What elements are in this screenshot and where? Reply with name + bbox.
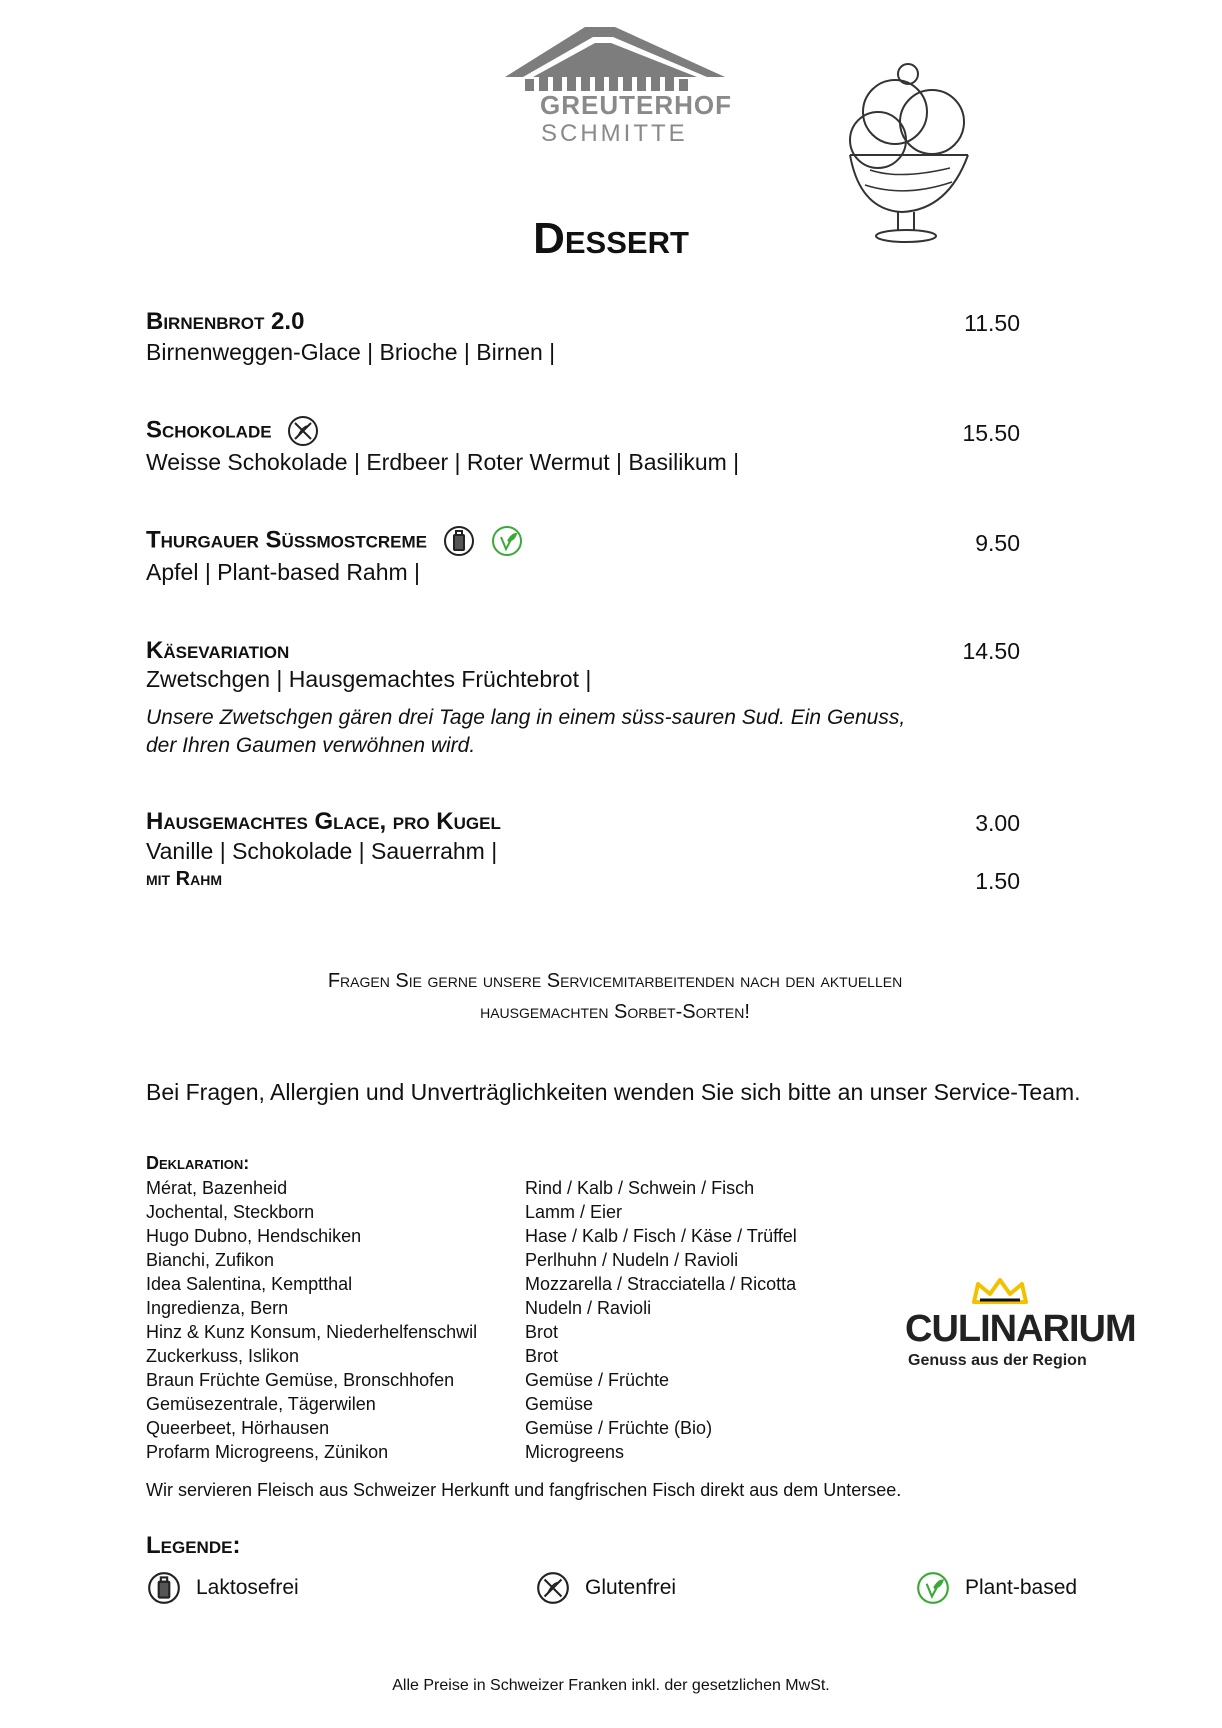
dessert-price-glace: 3.00 [975, 810, 1020, 836]
supplier: Ingredienza, Bern [146, 1298, 289, 1318]
dessert-desc-birnenbrot: Birnenweggen-Glace | Brioche | Birnen | [146, 339, 556, 365]
gluten-free-icon [535, 1570, 571, 1606]
page-title: Dessert [533, 214, 689, 263]
supplier: Hugo Dubno, Hendschiken [146, 1226, 362, 1246]
supplier: Braun Früchte Gemüse, Bronschhofen [146, 1370, 455, 1390]
product: Mozzarella / Stracciatella / Ricotta [525, 1274, 797, 1294]
dessert-name-schokolade-label: Schokolade [146, 416, 272, 444]
dessert-desc-suessmostcreme: Apfel | Plant-based Rahm | [146, 559, 421, 585]
allergy-contact-text: Bei Fragen, Allergien und Unverträglichkeiten wenden Sie sich bitte an unser Service-Team. [146, 1079, 1081, 1105]
legend-gluten-free-label: Glutenfrei [585, 1576, 677, 1599]
legend-plant-based-label: Plant-based [965, 1576, 1078, 1599]
culinarium-crown-icon [970, 1278, 1030, 1308]
dessert-desc-kaesevariation: Zwetschgen | Hausgemachtes Früchtebrot | [146, 666, 592, 692]
product: Nudeln / Ravioli [525, 1298, 652, 1318]
dessert-name-suessmostcreme-label: Thurgauer Süssmostcreme [146, 526, 428, 554]
dessert-note-kaesevariation [146, 704, 916, 760]
product: Brot [525, 1346, 559, 1366]
dessert-name-birnenbrot: Birnenbrot 2.0 [146, 308, 305, 335]
declaration-title: Deklaration: [146, 1153, 250, 1173]
dessert-extra-rahm-price: 1.50 [975, 868, 1020, 894]
dessert-price-schokolade: 15.50 [962, 420, 1020, 446]
supplier: Mérat, Bazenheid [146, 1178, 288, 1198]
dessert-name-kaesevariation: Käsevariation [146, 637, 290, 664]
plant-based-icon [915, 1570, 951, 1606]
supplier: Jochental, Steckborn [146, 1202, 315, 1222]
product: Brot [525, 1322, 559, 1342]
price-footer: Alle Preise in Schweizer Franken inkl. der gesetzlichen MwSt. [392, 1677, 830, 1694]
sorbet-notice [200, 966, 1030, 1028]
dessert-name-glace: Hausgemachtes Glace, pro Kugel [146, 808, 501, 835]
logo-line-1: GREUTERHOF [540, 90, 732, 120]
dessert-note-line-1: Unsere Zwetschgen gären drei Tage lang in einem süss-sauren Sud. Ein Genuss, [146, 706, 906, 729]
product: Lamm / Eier [525, 1202, 623, 1222]
lactose-free-icon [442, 524, 476, 558]
dessert-name-suessmostcreme [146, 524, 524, 558]
product: Gemüse / Früchte [525, 1370, 670, 1390]
product: Gemüse [525, 1394, 594, 1414]
product: Gemüse / Früchte (Bio) [525, 1418, 713, 1438]
lactose-free-icon [146, 1570, 182, 1606]
dessert-desc-schokolade: Weisse Schokolade | Erdbeer | Roter Wermut | Basilikum | [146, 449, 740, 475]
gluten-free-icon [286, 414, 320, 448]
product: Perlhuhn / Nudeln / Ravioli [525, 1250, 739, 1270]
dessert-extra-rahm: mit Rahm [146, 868, 222, 890]
sorbet-notice-line-2: hausgemachten Sorbet-Sorten! [480, 1001, 750, 1023]
dessert-name-schokolade [146, 414, 320, 448]
declaration-suppliers [146, 1176, 477, 1464]
product: Microgreens [525, 1442, 625, 1462]
legend-lactose-free-label: Laktosefrei [196, 1576, 299, 1599]
legend-title: Legende: [146, 1532, 241, 1559]
supplier: Gemüsezentrale, Tägerwilen [146, 1394, 376, 1414]
supplier: Profarm Microgreens, Zünikon [146, 1442, 389, 1462]
culinarium-tagline: Genuss aus der Region [908, 1352, 1087, 1369]
dessert-price-birnenbrot: 11.50 [964, 310, 1020, 336]
supplier: Bianchi, Zufikon [146, 1250, 275, 1270]
dessert-price-kaesevariation: 14.50 [962, 638, 1020, 664]
dessert-desc-glace: Vanille | Schokolade | Sauerrahm | [146, 838, 498, 864]
dessert-note-line-2: der Ihren Gaumen verwöhnen wird. [146, 734, 476, 757]
supplier: Zuckerkuss, Islikon [146, 1346, 300, 1366]
legend-plant-based [915, 1570, 1077, 1606]
legend-lactose-free [146, 1570, 299, 1606]
supplier: Idea Salentina, Kemptthal [146, 1274, 353, 1294]
origin-statement: Wir servieren Fleisch aus Schweizer Herkunft und fangfrischen Fisch direkt aus dem Untersee. [146, 1480, 902, 1500]
dessert-price-suessmostcreme: 9.50 [975, 530, 1020, 556]
logo-line-2: SCHMITTE [541, 120, 688, 147]
supplier: Queerbeet, Hörhausen [146, 1418, 330, 1438]
plant-based-icon [490, 524, 524, 558]
product: Hase / Kalb / Fisch / Käse / Trüffel [525, 1226, 797, 1246]
legend-gluten-free [535, 1570, 676, 1606]
declaration-products [525, 1176, 797, 1464]
sorbet-notice-line-1: Fragen Sie gerne unsere Servicemitarbeitenden nach den aktuellen [327, 970, 903, 992]
culinarium-logo-text: CULINARIUM [905, 1308, 1136, 1350]
supplier: Hinz & Kunz Konsum, Niederhelfenschwil [146, 1322, 478, 1342]
product: Rind / Kalb / Schwein / Fisch [525, 1178, 755, 1198]
